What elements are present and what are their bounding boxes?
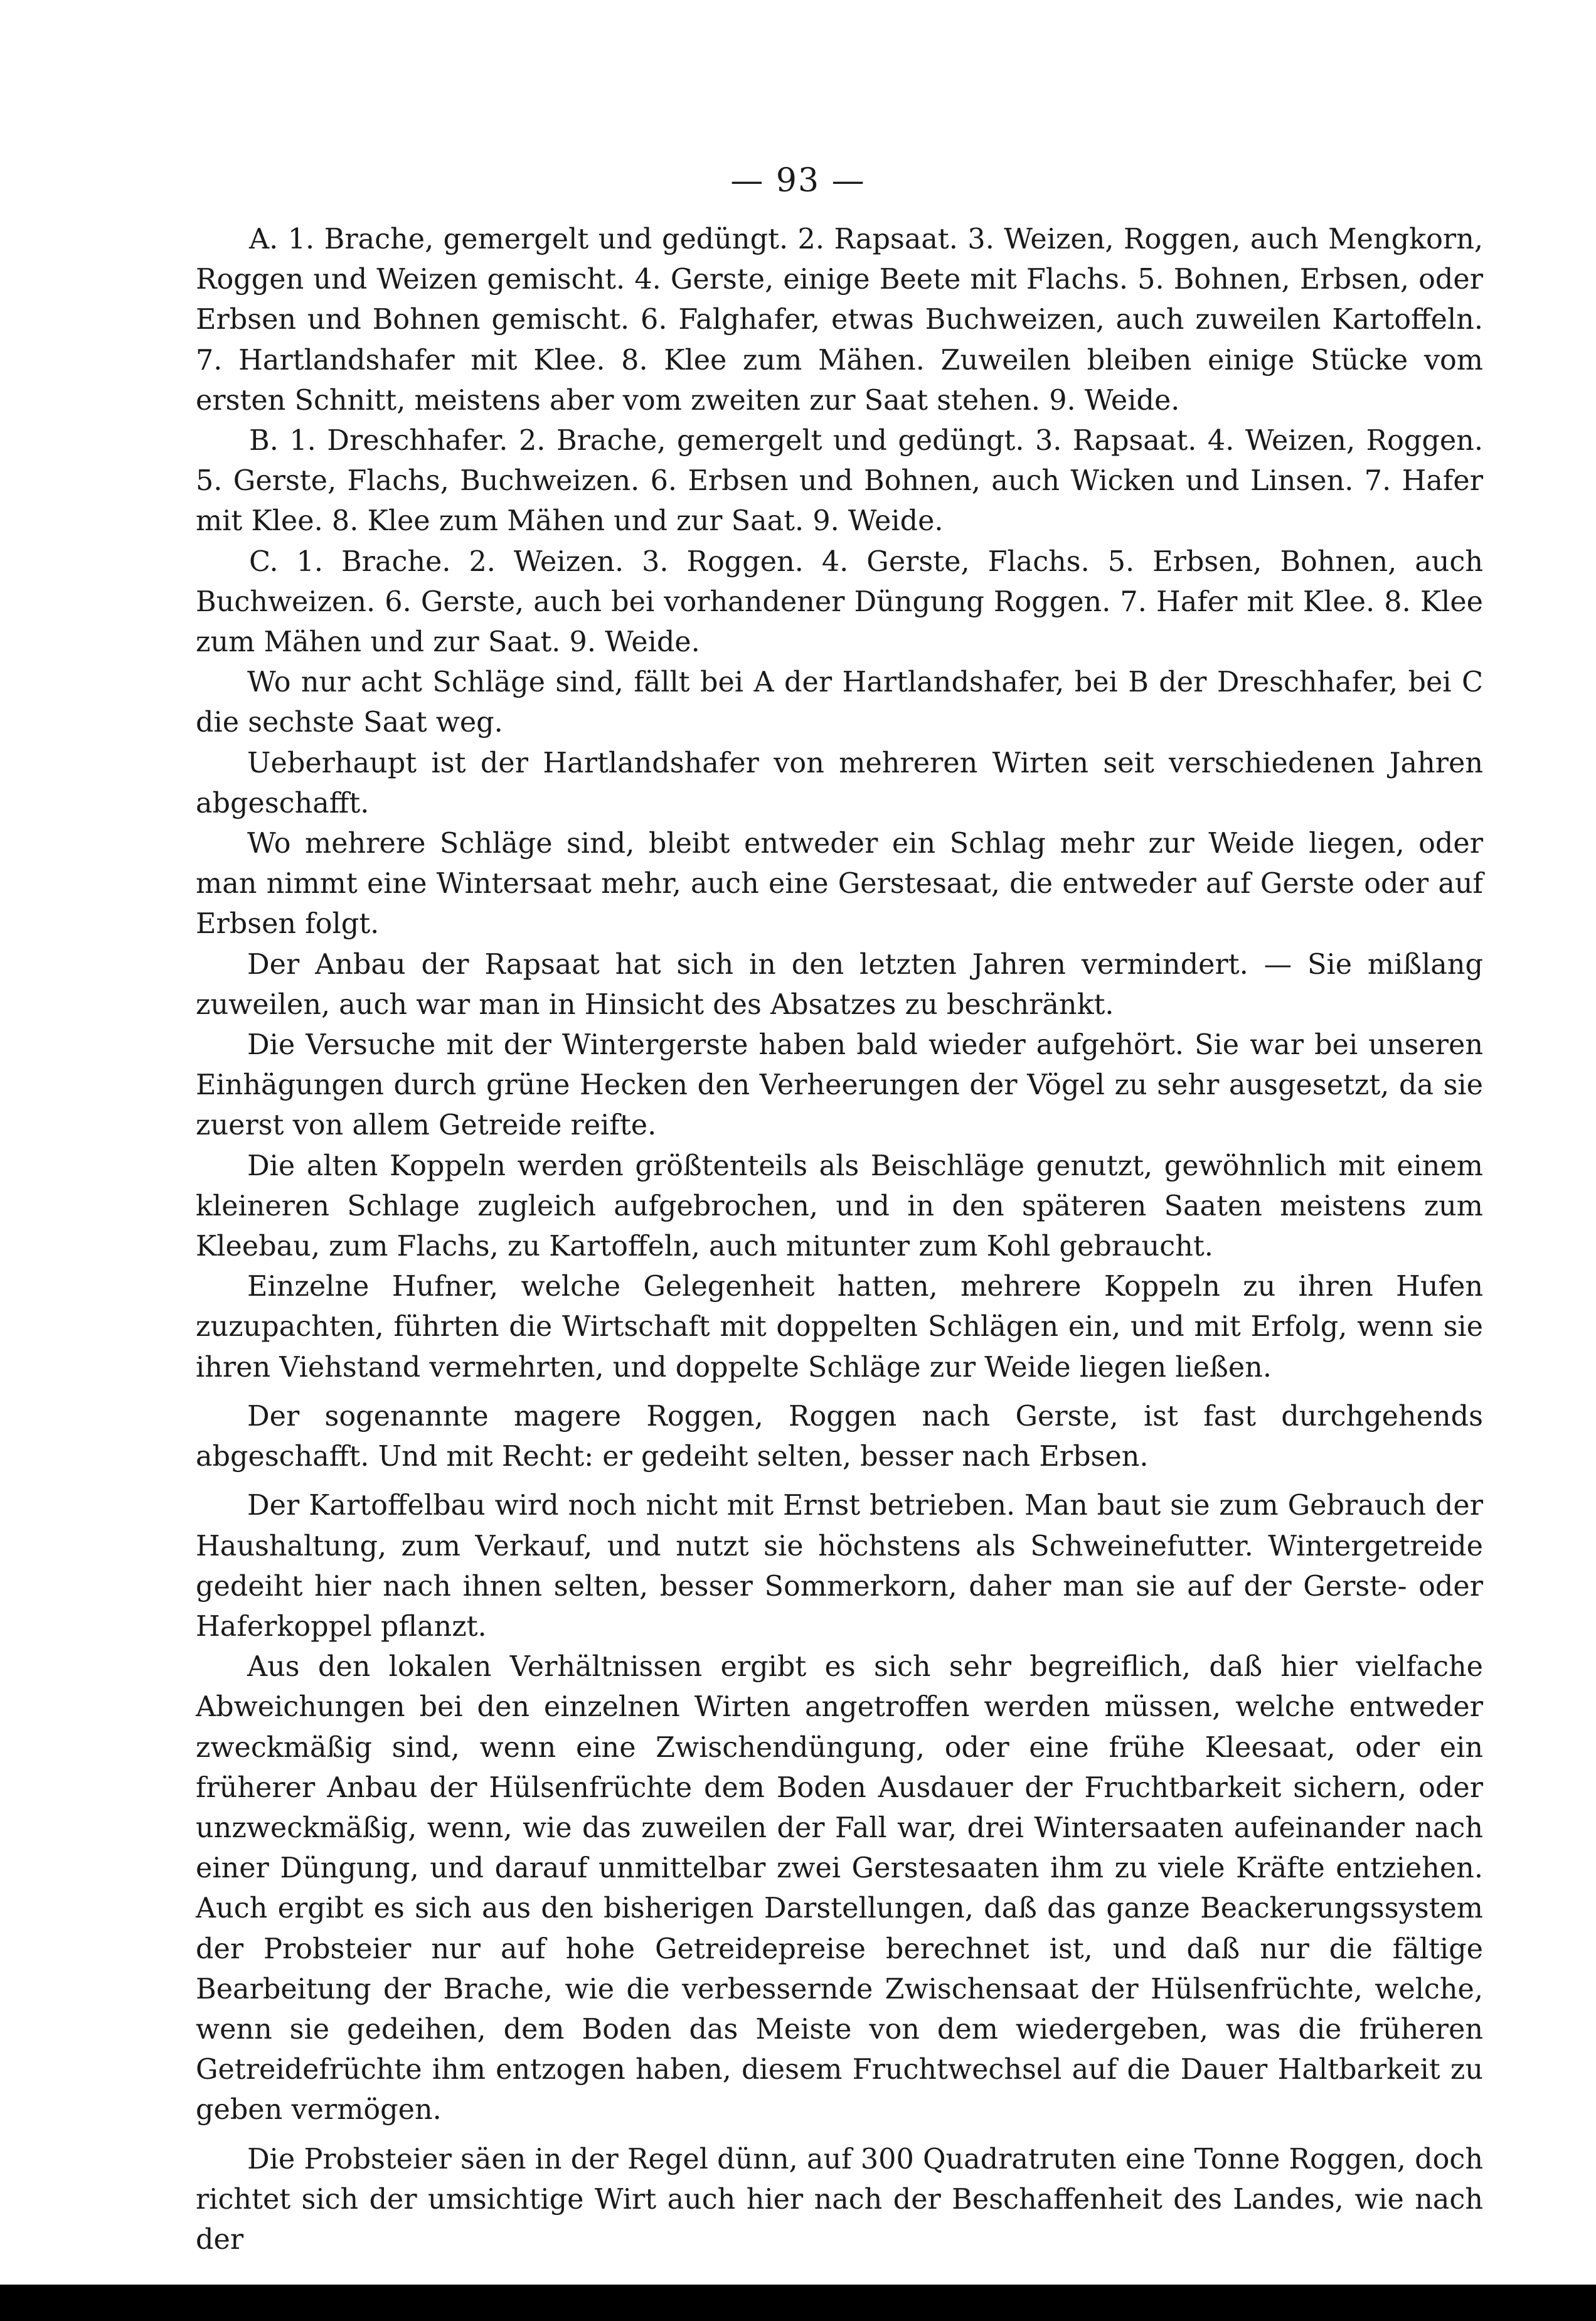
paragraph-more-fields: Wo mehrere Schläge sind, bleibt entweder ein Schlag mehr zur Weide liegen, oder man nimmt eine Wintersaat mehr, auch eine Gerstesaat, die entweder auf Gerste oder auf Erbsen folgt. xyxy=(196,828,1483,941)
paragraph-hartlandshafer: Ueberhaupt ist der Hartlandshafer von mehreren Wirten seit verschiedenen Jahren abgeschafft. xyxy=(196,747,1483,819)
rotation-b-paragraph: B. 1. Dreschhafer. 2. Brache, gemergelt und gedüngt. 3. Rapsaat. 4. Weizen, Roggen. 5. Gerste, Flachs, Buchweizen. 6. Erbsen und Bohnen, auch Wicken und Linsen. 7. Hafer mit Klee. 8. Klee zum Mähen und zur Saat. 9. Weide. xyxy=(196,425,1483,538)
paragraph-kartoffelbau: Der Kartoffelbau wird noch nicht mit Ernst betrieben. Man baut sie zum Gebrauch der Haushaltung, zum Verkauf, und nutzt sie höchstens als Schweinefutter. Wintergetreide gedeiht hier nach ihnen selten, besser Sommerkorn, daher man sie auf der Gerste- oder Haferkoppel pflanzt. xyxy=(196,1490,1483,1643)
paragraph-wintergerste: Die Versuche mit der Wintergerste haben bald wieder aufgehört. Sie war bei unseren Einhägungen durch grüne Hecken den Verheerungen der Vögel zu sehr ausgesetzt, da sie zuerst von allem Getreide reifte. xyxy=(196,1029,1483,1142)
text-body xyxy=(196,220,1483,2260)
rotation-c-paragraph: C. 1. Brache. 2. Weizen. 3. Roggen. 4. Gerste, Flachs. 5. Erbsen, Bohnen, auch Buchweizen. 6. Gerste, auch bei vorhandener Düngung Roggen. 7. Hafer mit Klee. 8. Klee zum Mähen und zur Saat. 9. Weide. xyxy=(196,545,1483,659)
scan-bottom-border xyxy=(0,2285,1596,2321)
paragraph-probsteier: Die Probsteier säen in der Regel dünn, auf 300 Quadratruten eine Tonne Roggen, doch richtet sich der umsichtige Wirt auch hier nach der Beschaffenheit des Landes, wie nach der xyxy=(196,2143,1483,2256)
rotation-a-paragraph: A. 1. Brache, gemergelt und gedüngt. 2. Rapsaat. 3. Weizen, Roggen, auch Mengkorn, Roggen und Weizen gemischt. 4. Gerste, einige Beete mit Flachs. 5. Bohnen, Erbsen, oder Erbsen und Bohnen gemischt. 6. Falghafer, etwas Buchweizen, auch zuweilen Kartoffeln. 7. Hartlandshafer mit Klee. 8. Klee zum Mähen. Zuweilen bleiben einige Stücke vom ersten Schnitt, meistens aber vom zweiten zur Saat stehen. 9. Weide. xyxy=(196,223,1483,417)
page-number: — 93 — xyxy=(730,162,866,200)
paragraph-verhaeltnisse: Aus den lokalen Verhältnissen ergibt es sich sehr begreiflich, daß hier vielfache Abweichungen bei den einzelnen Wirten angetroffen werden müssen, welche entweder zweckmäßig sind, wenn eine Zwischendüngung, oder eine frühe Kleesaat, oder ein früherer Anbau der Hülsenfrüchte dem Boden Ausdauer der Fruchtbarkeit sichern, oder unzweckmäßig, wenn, wie das zuweilen der Fall war, drei Wintersaaten aufeinander nach einer Düngung, und darauf unmittelbar zwei Gerstesaaten ihm zu viele Kräfte entziehen. Auch ergibt es sich aus den bisherigen Darstellungen, daß das ganze Beackerungssystem der Probsteier nur auf hohe Getreidepreise berechnet ist, und daß nur die fältige Bearbeitung der Brache, wie die verbessernde Zwischensaat der Hülsenfrüchte, welche, wenn sie gedeihen, dem Boden das Meiste von dem wiedergeben, was die früheren Getreidefrüchte ihm entzogen haben, diesem Fruchtwechsel auf die Dauer Haltbarkeit zu geben vermögen. xyxy=(196,1651,1483,2126)
paragraph-roggen: Der sogenannte magere Roggen, Roggen nach Gerste, ist fast durchgehends abgeschafft. Und mit Recht: er gedeiht selten, besser nach Erbsen. xyxy=(196,1400,1483,1473)
paragraph-eight-fields: Wo nur acht Schläge sind, fällt bei A der Hartlandshafer, bei B der Dreschhafer, bei C die sechste Saat weg. xyxy=(196,666,1483,739)
paragraph-rapsaat: Der Anbau der Rapsaat hat sich in den letzten Jahren vermindert. — Sie mißlang zuweilen, auch war man in Hinsicht des Absatzes zu beschränkt. xyxy=(196,948,1483,1021)
paragraph-hufner: Einzelne Hufner, welche Gelegenheit hatten, mehrere Koppeln zu ihren Hufen zuzupachten, führten die Wirtschaft mit doppelten Schlägen ein, und mit Erfolg, wenn sie ihren Viehstand vermehrten, und doppelte Schläge zur Weide liegen ließen. xyxy=(196,1271,1483,1384)
paragraph-koppeln: Die alten Koppeln werden größtenteils als Beischläge genutzt, gewöhnlich mit einem kleineren Schlage zugleich aufgebrochen, und in den späteren Saaten meistens zum Kleebau, zum Flachs, zu Kartoffeln, auch mitunter zum Kohl gebraucht. xyxy=(196,1150,1483,1263)
